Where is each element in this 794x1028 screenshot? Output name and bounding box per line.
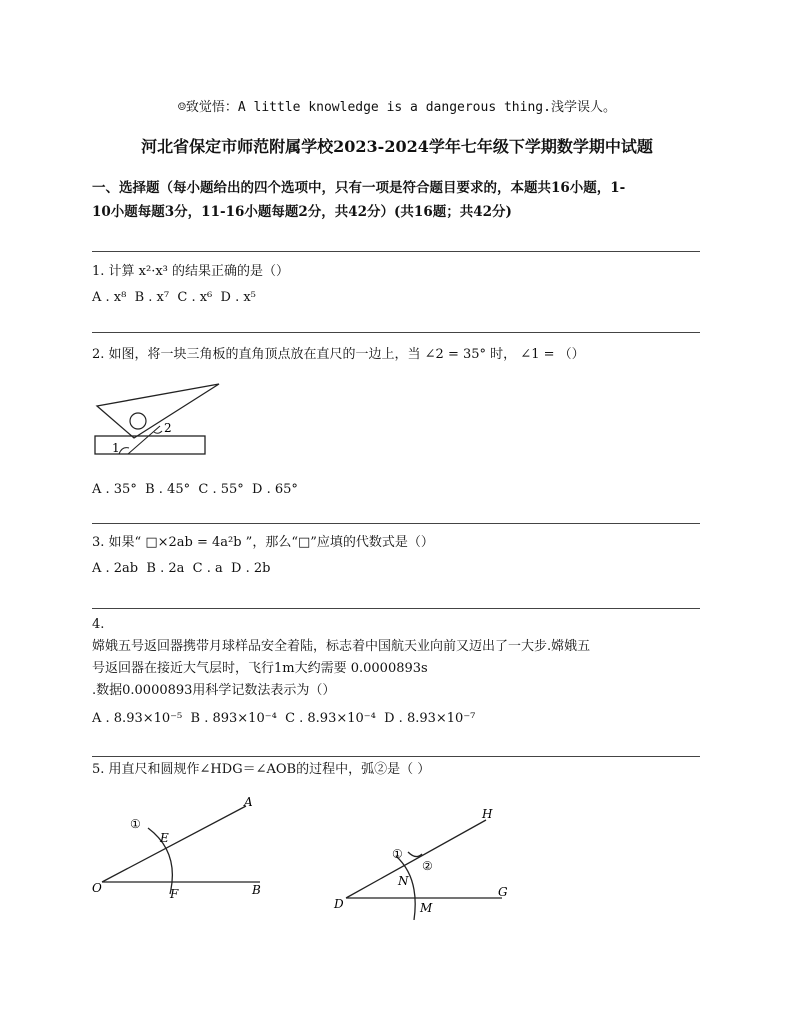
angle-1-arc	[119, 448, 129, 454]
question-1-options	[92, 288, 707, 308]
point-g-label: G	[498, 885, 508, 899]
point-m-label: M	[420, 901, 433, 915]
question-4-line-2: 号返回器在接近大气层时，飞行1m大约需要 0.0000893s	[92, 661, 428, 676]
option-c: C . 55°	[198, 482, 244, 497]
divider	[92, 251, 700, 252]
section-heading-line-2: 10小题每题3分，11-16小题每题2分，共42分）(共16题；共42分)	[92, 204, 512, 220]
point-b-label: B	[252, 883, 261, 897]
angle-2-arc	[154, 431, 162, 433]
ray-oa	[102, 806, 246, 882]
divider	[92, 523, 700, 524]
option-a: A . 8.93×10⁻⁵	[92, 711, 183, 726]
point-o-label: O	[92, 881, 102, 895]
point-a-label: A	[244, 795, 253, 809]
question-4-line-1: 嫦娥五号返回器携带月球样品安全着陆，标志着中国航天业向前又迈出了一大步.嫦娥五	[92, 639, 591, 654]
option-d: D . 2b	[231, 561, 271, 576]
option-c: C . 8.93×10⁻⁴	[285, 711, 376, 726]
question-4-number: 4.	[92, 617, 105, 632]
question-2-options	[92, 474, 707, 500]
triangle-shape	[97, 384, 219, 438]
arc-1-label: ①	[392, 847, 403, 861]
point-f-label: F	[170, 887, 179, 900]
arc-1-label: ①	[130, 817, 141, 831]
option-b: B . 45°	[145, 482, 191, 497]
question-5	[92, 760, 707, 780]
question-4-line-3: .数据0.0000893用科学记数法表示为（）	[92, 683, 336, 698]
section-heading-line-1: 一、选择题（每小题给出的四个选项中，只有一项是符合题目要求的，本题共16小题，1-	[92, 180, 626, 196]
question-1-stem: 1. 计算 x²·x³ 的结果正确的是（）	[92, 264, 290, 279]
question-3-stem: 3. 如果“ □×2ab = 4a²b ”，那么“□”应填的代数式是（）	[92, 535, 434, 550]
divider	[92, 332, 700, 333]
question-3-options	[92, 559, 707, 579]
option-a: A . 2ab	[92, 561, 139, 576]
question-2	[92, 345, 707, 365]
question-2-stem: 2. 如图，将一块三角板的直角顶点放在直尺的一边上，当 ∠2 = 35° 时， ∠1 = （）	[92, 347, 585, 362]
option-b: B . 2a	[146, 561, 185, 576]
angle-hdg-figure	[330, 800, 530, 920]
divider	[92, 608, 700, 609]
option-d: D . 65°	[252, 482, 298, 497]
arc-2	[408, 852, 422, 857]
option-d: D . x⁵	[220, 290, 256, 305]
point-h-label: H	[482, 807, 493, 821]
divider	[92, 756, 700, 757]
point-d-label: D	[334, 897, 344, 911]
option-b: B . 893×10⁻⁴	[190, 711, 277, 726]
section-heading	[92, 176, 707, 224]
arc-2-label: ②	[422, 859, 433, 873]
point-n-label: N	[398, 874, 409, 888]
angle-1-label: 1	[112, 441, 120, 455]
option-b: B . x⁷	[134, 290, 170, 305]
question-4	[92, 614, 707, 730]
question-1	[92, 262, 707, 308]
option-c: C . a	[192, 561, 223, 576]
option-a: A . 35°	[92, 482, 137, 497]
point-e-label: E	[160, 831, 169, 845]
angle-2-label: 2	[164, 421, 172, 435]
angle-aob-figure	[86, 790, 286, 900]
page-title: 河北省保定市师范附属学校2023-2024学年七年级下学期数学期中试题	[141, 137, 653, 156]
triangle-hole	[130, 413, 146, 429]
triangle-ruler-figure	[92, 380, 232, 460]
triangle-leg	[128, 426, 160, 454]
question-5-stem: 5. 用直尺和圆规作∠HDG＝∠AOB的过程中，弧②是（ ）	[92, 762, 431, 777]
option-d: D . 8.93×10⁻⁷	[384, 711, 476, 726]
arc-nm	[396, 856, 415, 920]
ray-dh	[346, 820, 486, 898]
option-c: C . x⁶	[177, 290, 213, 305]
question-3	[92, 533, 707, 579]
question-4-options	[92, 708, 707, 730]
motto: ☺致觉悟：A little knowledge is a dangerous thing.浅学误人。	[178, 100, 616, 115]
option-a: A . x⁸	[92, 290, 127, 305]
